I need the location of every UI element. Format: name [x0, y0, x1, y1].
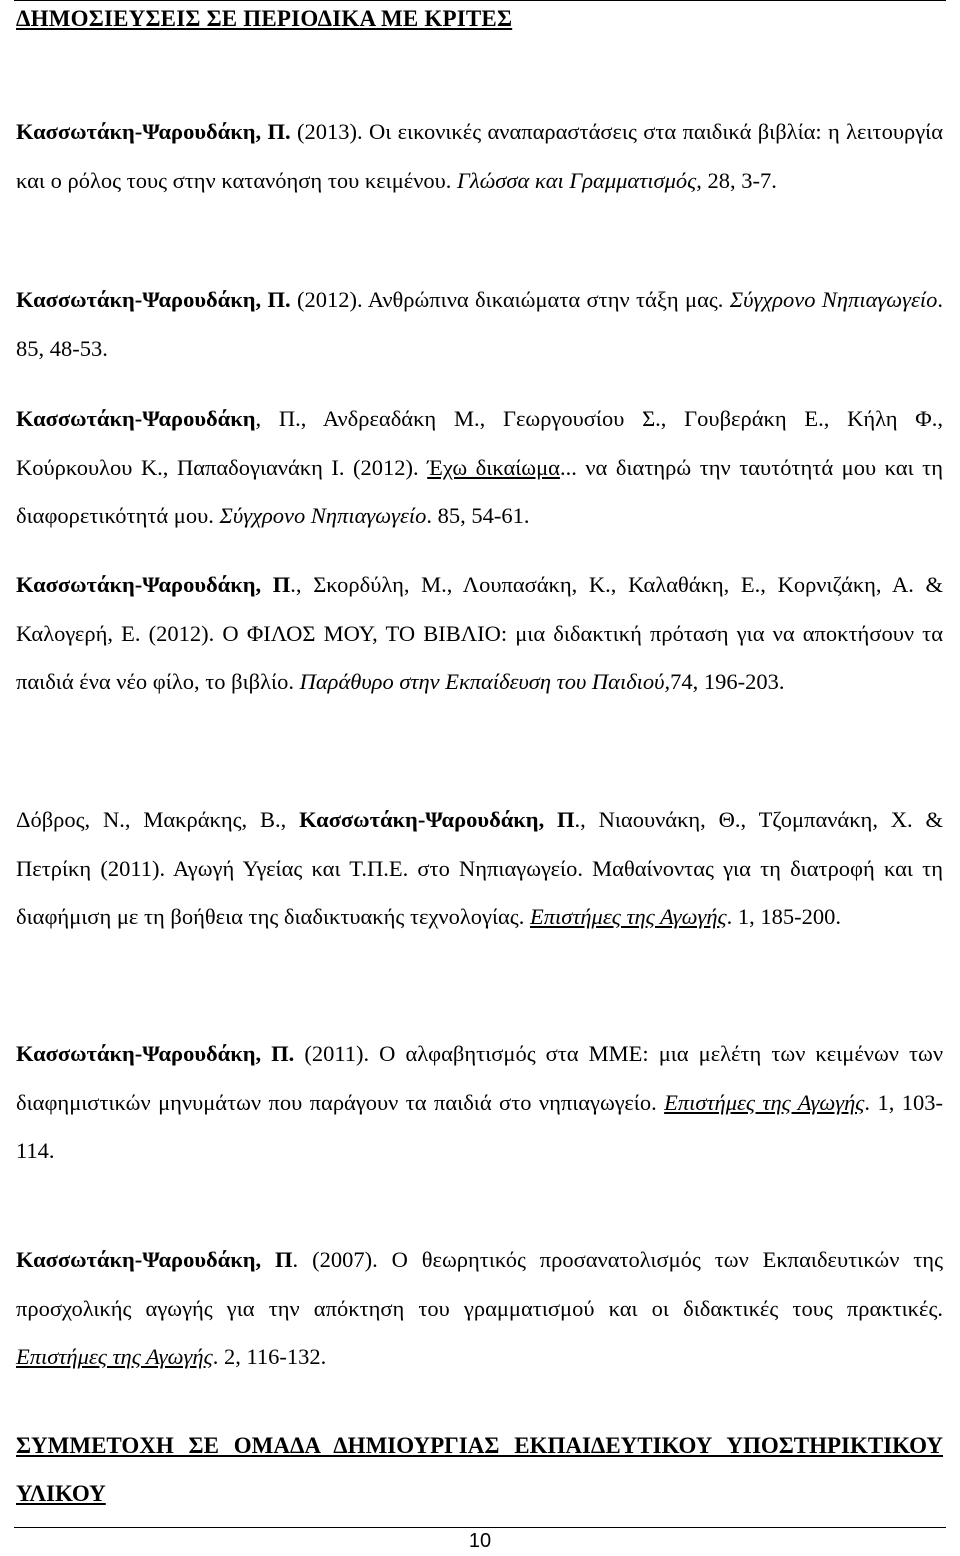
reference-text: (2011). Ο αλφαβητισμός στα ΜΜΕ: μια μελέτη των κειμένων των διαφημιστικών μηνυμάτων που παράγουν τα παιδιά στο νηπιαγωγείο.	[16, 1041, 944, 1115]
page-heading: ΔΗΜΟΣΙΕΥΣΕΙΣ ΣΕ ΠΕΡΙΟΔΙΚΑ ΜΕ ΚΡΙΤΕΣ	[16, 6, 513, 31]
reference-text: , Π., Ανδρεαδάκη Μ., Γεωργουσίου Σ., Γουβεράκη Ε., Κήλη Φ., Κούρκουλου Κ., Παπαδογιανάκη Ι. (2012).	[16, 406, 943, 480]
reference-title: Έχω δικαίωμα	[427, 454, 560, 480]
reference-journal: Επιστήμες της Αγωγής	[664, 1089, 865, 1115]
reference-journal: Σύγχρονο Νηπιαγωγείο	[219, 503, 427, 528]
reference-journal: Επιστήμες της Αγωγής	[529, 904, 727, 929]
reference-item	[16, 1236, 943, 1382]
reference-tail: , 28, 3-7.	[696, 167, 777, 193]
reference-author: Κασσωτάκη-Ψαρουδάκη, Π.	[16, 1041, 295, 1066]
reference-journal: Επιστήμες της Αγωγής	[16, 1344, 213, 1369]
reference-item	[16, 796, 943, 942]
reference-journal: Σύγχρονο Νηπιαγωγείο	[729, 287, 938, 312]
reference-text: ., Νιαουνάκη, Θ., Τζομπανάκη, Χ. & Πετρίκη (2011). Αγωγή Υγείας και Τ.Π.Ε. στο Νηπιαγωγείο. Μαθαίνοντας για τη διατροφή και τη διαφήμιση με τη βοήθεια της διαδικτυακής τεχνολογίας.	[16, 807, 943, 929]
reference-tail: . 85, 54-61.	[426, 503, 530, 528]
reference-tail: . 1, 103-114.	[16, 1089, 943, 1163]
reference-author: Κασσωτάκη-Ψαρουδάκη, Π.	[16, 287, 291, 312]
reference-journal: Γλώσσα και Γραμματισμός	[457, 167, 697, 193]
page-number: 10	[468, 1530, 492, 1552]
bottom-rule	[14, 1527, 946, 1528]
reference-text: (2012). Ανθρώπινα δικαιώματα στην τάξη μας.	[290, 287, 730, 312]
reference-item	[16, 276, 943, 373]
reference-author: Κασσωτάκη-Ψαρουδάκη, Π	[299, 807, 575, 832]
reference-tail: 74, 196-203.	[670, 669, 785, 694]
reference-item	[16, 561, 943, 707]
reference-item	[16, 1030, 943, 1176]
reference-item	[16, 108, 943, 205]
reference-author: Κασσωτάκη-Ψαρουδάκη, Π	[16, 1247, 293, 1272]
reference-text-continued: ... να διατηρώ την ταυτότητά μου και τη διαφορετικότητά μου.	[16, 454, 943, 528]
section-heading: ΣΥΜΜΕΤΟΧΗ ΣΕ ΟΜΑΔΑ ΔΗΜΙΟΥΡΓΙΑΣ ΕΚΠΑΙΔΕΥΤΙΚΟΥ ΥΠΟΣΤΗΡΙΚΤΙΚΟΥ ΥΛΙΚΟΥ	[16, 1433, 943, 1506]
reference-text: (2013). Οι εικονικές αναπαραστάσεις στα παιδικά βιβλία: η λειτουργία και ο ρόλος τους στην κατανόηση του κειμένου.	[16, 119, 943, 193]
top-rule	[14, 0, 946, 1]
reference-tail: . 1, 185-200.	[726, 904, 842, 929]
reference-text: ., Σκορδύλη, Μ., Λουπασάκη, Κ., Καλαθάκη, Ε., Κορνιζάκη, Α. & Καλογερή, Ε. (2012). Ο ΦΙΛΟΣ ΜΟΥ, ΤΟ ΒΙΒΛΙΟ: μια διδακτική πρόταση για να αποκτήσουν τα παιδιά ένα νέο φίλο, το βιβλίο.	[16, 572, 943, 694]
reference-author: Κασσωτάκη-Ψαρουδάκη, Π.	[16, 119, 291, 144]
reference-text: . (2007). Ο θεωρητικός προσανατολισμός των Εκπαιδευτικών της προσχολικής αγωγής για την απόκτηση του γραμματισμού και οι διδακτικές τους πρακτικές.	[16, 1247, 943, 1321]
reference-journal: Παράθυρο στην Εκπαίδευση του Παιδιού,	[299, 669, 671, 694]
reference-author: Κασσωτάκη-Ψαρουδάκη, Π	[16, 572, 291, 597]
reference-tail: . 85, 48-53.	[16, 287, 943, 361]
reference-coauthors: Δόβρος, Ν., Μακράκης, Β.,	[16, 807, 300, 832]
reference-tail: . 2, 116-132.	[212, 1344, 327, 1369]
reference-author: Κασσωτάκη-Ψαρουδάκη	[16, 406, 256, 431]
reference-item	[16, 395, 943, 541]
